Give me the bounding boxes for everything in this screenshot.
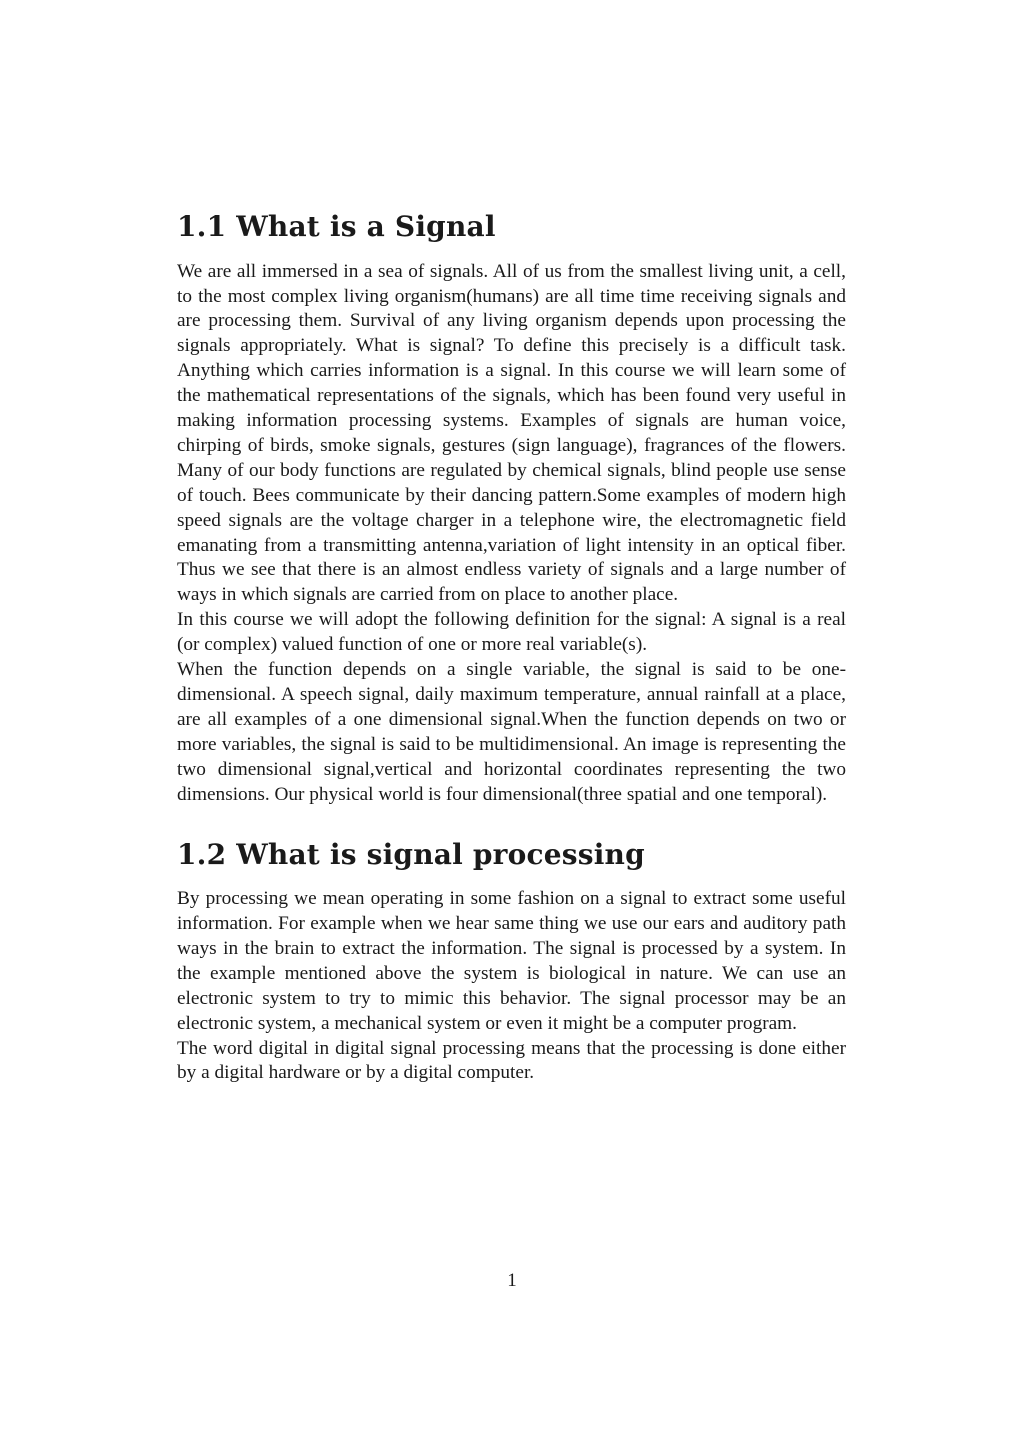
document-page xyxy=(177,210,846,1086)
section-heading: 1.1 What is a Signal xyxy=(177,210,496,243)
page-number: 1 xyxy=(507,1270,517,1291)
paragraph: By processing we mean operating in some fashion on a signal to extract some useful information. For example when we hear same thing we use our ears and auditory path ways in the brain to extract the information. The signal is processed by a system. In the example mentioned above the system is biological in nature. We can use an electronic system to try to mimic this behavior. The signal processor may be an electronic system, a mechanical system or even it might be a computer program. xyxy=(177,888,846,1034)
section-what-is-signal-processing xyxy=(177,838,846,1087)
paragraph: In this course we will adopt the following definition for the signal: A signal is a real (or complex) valued function of one or more real variable(s). xyxy=(177,609,846,656)
section-what-is-a-signal xyxy=(177,210,846,808)
paragraph: The word digital in digital signal processing means that the processing is done either by a digital hardware or by a digital computer. xyxy=(177,1037,846,1084)
section-heading: 1.2 What is signal processing xyxy=(177,837,645,871)
paragraph: When the function depends on a single variable, the signal is said to be one-dimensional. A speech signal, daily maximum temperature, annual rainfall at a place, are all examples of a one dimensional signal.When the function depends on two or more variables, the signal is said to be multidimensional. An image is representing the two dimensional signal,vertical and horizontal coordinates representing the two dimensions. Our physical world is four dimensional(three spatial and one temporal). xyxy=(177,659,846,805)
paragraph: We are all immersed in a sea of signals. All of us from the smallest living unit, a cell, to the most complex living organism(humans) are all time time receiving signals and are processing them. Survival of any living organism depends upon processing the signals appropriately. What is signal? To define this precisely is a difficult task. Anything which carries information is a signal. In this course we will learn some of the mathematical representations of the signals, which has been found very useful in making information processing systems. Examples of signals are human voice, chirping of birds, smoke signals, gestures (sign language), fragrances of the flowers. Many of our body functions are regulated by chemical signals, blind people use sense of touch. Bees communicate by their dancing pattern.Some examples of modern high speed signals are the voltage charger in a telephone wire, the electromagnetic field emanating from a transmitting antenna,variation of light intensity in an optical fiber. Thus we see that there is an almost endless variety of signals and a large number of ways in which signals are carried from on place to another place. xyxy=(177,260,846,606)
